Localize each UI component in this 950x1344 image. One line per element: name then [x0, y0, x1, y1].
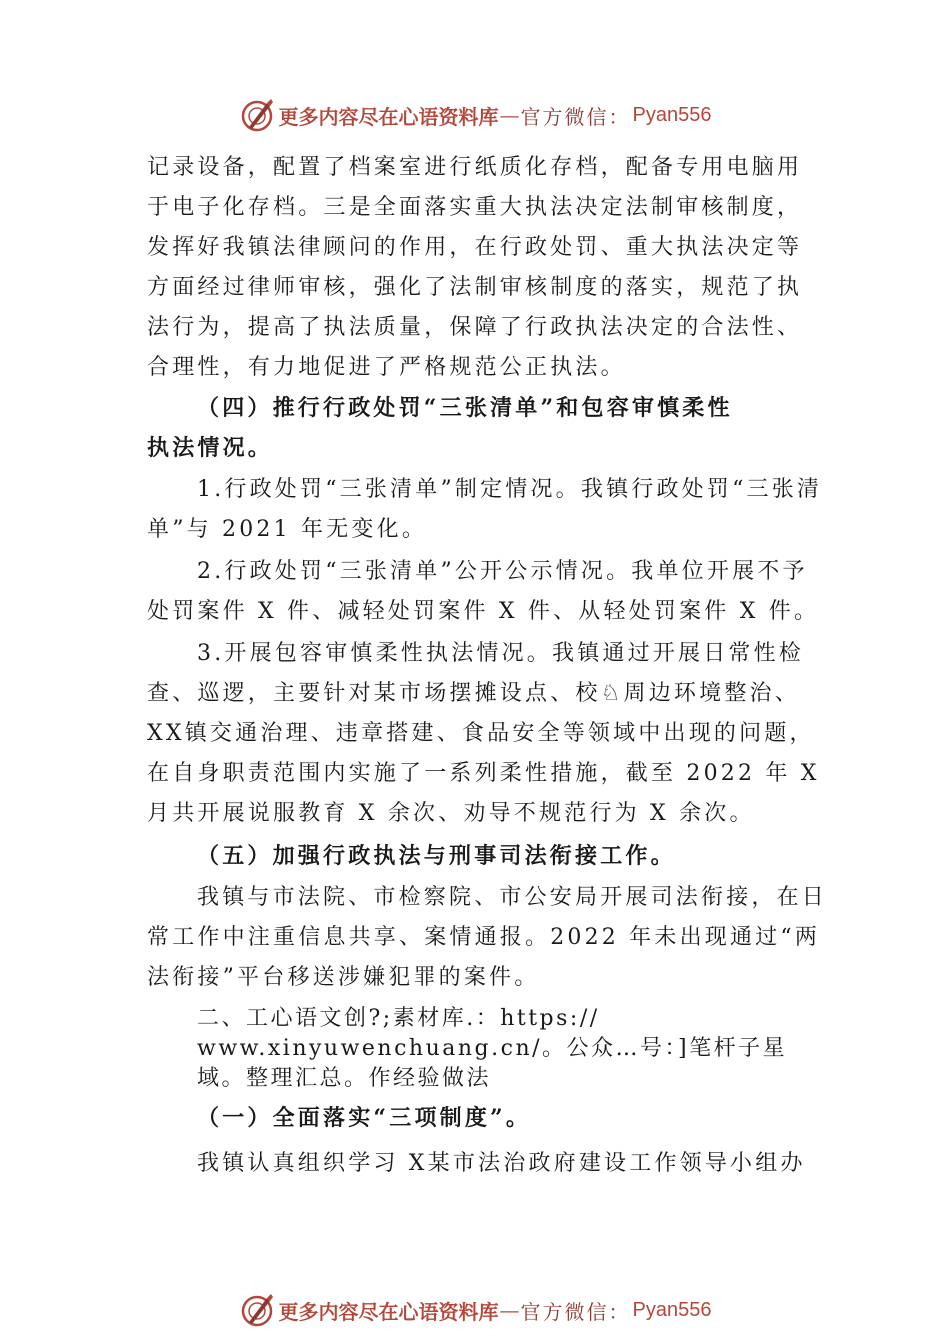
banner-official-label: 官方微信： — [520, 104, 631, 129]
paragraph-7: 我镇认真组织学习 X某市法治政府建设工作领导小组办 — [197, 1151, 806, 1176]
banner-dash: — — [499, 103, 520, 127]
paragraph-5: 我镇与市法院、市检察院、市公安局开展司法衔接，在日常工作中注重信息共享、案情通报。2022 年未出现通过“两法衔接”平台移送涉嫌犯罪的案件。 — [147, 885, 828, 990]
banner-site-text: 更多内容尽在心语资料库 — [278, 104, 499, 129]
paragraph-6-line-1: 二、工心语文创?;素材库.：https:// — [197, 1006, 600, 1031]
paragraph-1: 记录设备，配置了档案室进行纸质化存档，配备专用电脑用于电子化存档。三是全面落实重大执法决定法制审核制度， 发挥好我镇法律顾问的作用，在行政处罚、重大执法决定等方面经过律师审核，强化了法制审核制度的落实，规范了执法行为，提高了执法质量，保障了行政执法决定的合法性、 合理性，有力地促进了严格规范公正执法。 — [147, 155, 803, 380]
section-heading-4: （四）推行行政处罚“三张清单”和包容审慎柔性 — [197, 395, 733, 421]
brand-logo-icon — [239, 97, 275, 133]
footer-banner — [0, 1290, 950, 1330]
paragraph-3: 2.行政处罚“三张清单”公开公示情况。我单位开展不予处罚案件 X 件、减轻处罚案件 X 件、从轻处罚案件 X 件。 — [147, 559, 820, 624]
section-heading-1: （一）全面落实“三项制度”。 — [197, 1105, 532, 1131]
banner-wechat-id: Pyan556 — [632, 1298, 712, 1321]
paragraph-2: 1.行政处罚“三张清单”制定情况。我镇行政处罚“三张清单”与 2021 年无变化。 — [147, 477, 823, 542]
paragraph-6-line-2: www.xinyuwenchuang.cn/。公众…号：]笔杆子星域。整理汇总。作经验做法 — [197, 1036, 788, 1091]
header-banner — [0, 95, 950, 135]
section-heading-4-cont: 执法情况。 — [147, 435, 274, 461]
brand-logo-icon — [239, 1292, 275, 1328]
banner-wechat-id: Pyan556 — [632, 103, 712, 126]
paragraph-4: 3.开展包容审慎柔性执法情况。我镇通过开展日常性检查、巡逻，主要针对某市场摆摊设点、校♘周边环境整治、XX镇交通治理、违章搭建、食品安全等领域中出现的问题， 在自身职责范围内实施了一系列柔性措施，截至 2022 年 X月共开展说服教育 X 余次、劝导不规范行为 X 余次。 — [147, 641, 820, 826]
banner-official-label: 官方微信： — [520, 1299, 631, 1324]
document-body — [147, 148, 827, 1184]
banner-dash: — — [499, 1298, 520, 1322]
section-heading-5: （五）加强行政执法与刑事司法衔接工作。 — [197, 843, 676, 869]
banner-site-text: 更多内容尽在心语资料库 — [278, 1299, 499, 1324]
